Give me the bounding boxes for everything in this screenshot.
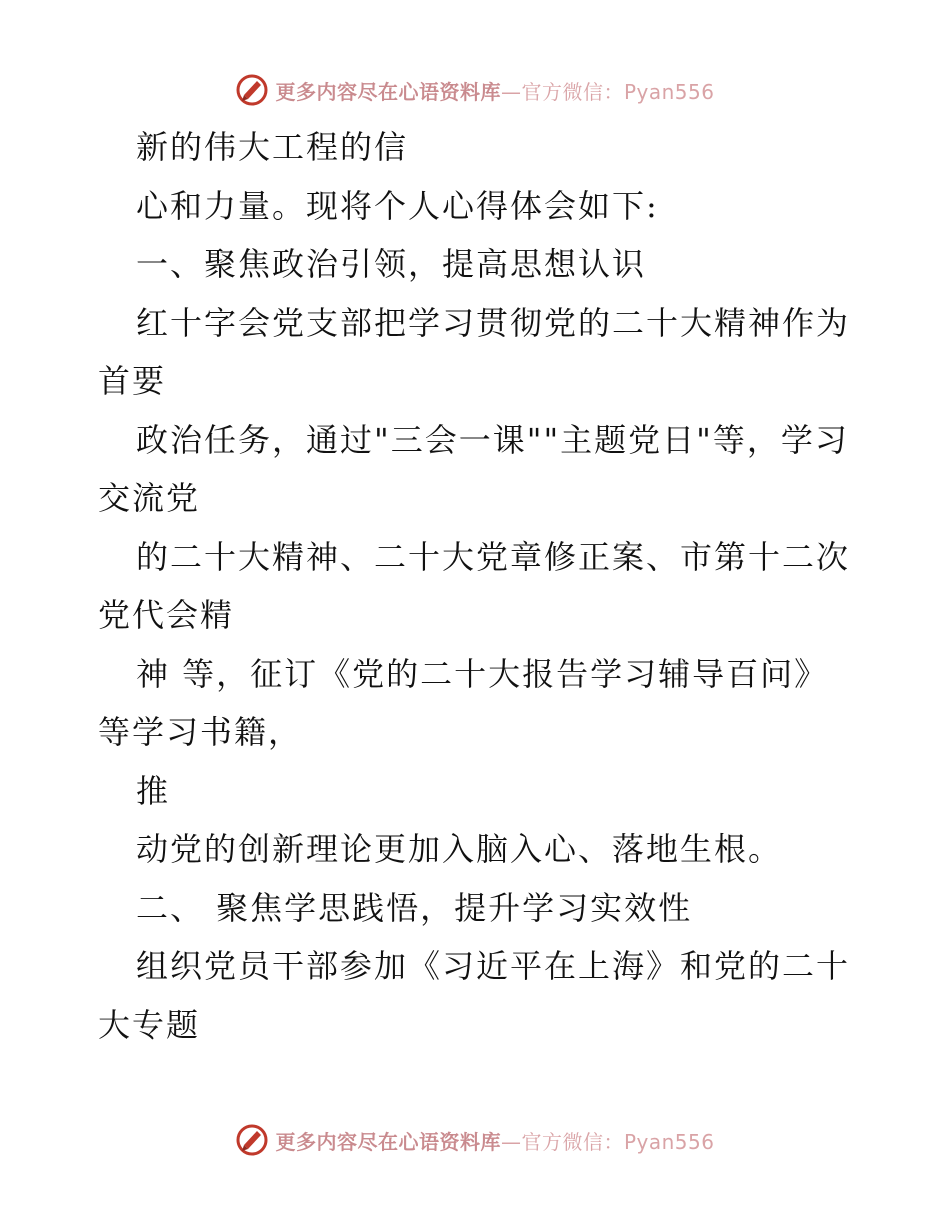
text-line: 新的伟大工程的信 (136, 128, 409, 166)
text-line: 首要 (98, 362, 167, 400)
watermark-tail: 官方微信：Pyan556 (521, 1129, 715, 1154)
watermark-sep: — (500, 1129, 522, 1154)
watermark-main: 更多内容尽在心语资料库 (275, 79, 501, 104)
text-line: 组织党员干部参加《习近平在上海》和党的二十 (136, 947, 851, 985)
section-heading: 一、聚焦政治引领，提高思想认识 (136, 245, 647, 283)
text-line: 党代会精 (98, 596, 235, 634)
text-line: 交流党 (98, 479, 201, 517)
text-line: 红十字会党支部把学习贯彻党的二十大精神作为 (136, 304, 851, 342)
watermark-footer (0, 1120, 950, 1160)
text-line: 的二十大精神、二十大党章修正案、市第十二次 (136, 538, 851, 576)
section-heading: 二、 聚焦学思践悟，提升学习实效性 (136, 889, 693, 927)
text-line: 动党的创新理论更加入脑入心、落地生根。 (136, 830, 783, 868)
text-line: 政治任务，通过"三会一课""主题党日"等，学习 (136, 421, 849, 459)
watermark-main: 更多内容尽在心语资料库 (275, 1129, 501, 1154)
text-line: 神 等，征订《党的二十大报告学习辅导百问》 (136, 655, 829, 693)
text-line: 心和力量。现将个人心得体会如下: (136, 187, 659, 225)
watermark-tail: 官方微信：Pyan556 (521, 79, 715, 104)
text-line: 等学习书籍， (98, 713, 303, 751)
text-line: 大专题 (98, 1006, 201, 1044)
watermark-text (275, 1126, 714, 1155)
logo-icon (235, 1123, 269, 1157)
watermark-sep: — (500, 79, 522, 104)
text-line: 推 (136, 772, 171, 810)
